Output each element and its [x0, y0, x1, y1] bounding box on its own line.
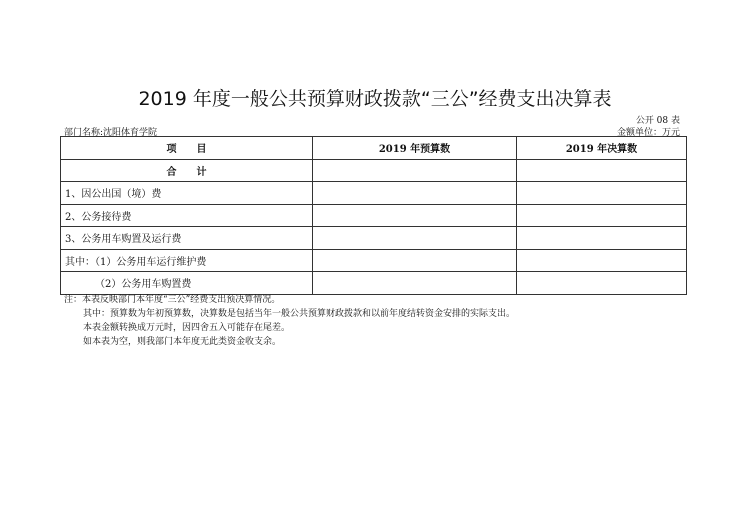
- table-row: [61, 249, 687, 272]
- final-cell: [517, 159, 687, 182]
- final-cell: [517, 182, 687, 205]
- note-line: 如本表为空，则我部门本年度无此类资金收支余。: [83, 337, 282, 347]
- row-label: 其中：（1）公务用车运行维护费: [61, 249, 313, 272]
- row-label: 2、公务接待费: [61, 204, 313, 227]
- row-label: 3、公务用车购置及运行费: [61, 227, 313, 250]
- department-name: 部门名称:沈阳体育学院: [64, 128, 158, 138]
- amount-unit: 金额单位：万元: [616, 128, 680, 138]
- row-label: 合 计: [61, 159, 313, 182]
- table-row: [61, 204, 687, 227]
- budget-cell: [313, 272, 517, 295]
- table-row: [61, 182, 687, 205]
- expense-table: [60, 136, 687, 295]
- row-label: 1、因公出国（境）费: [61, 182, 313, 205]
- column-header-final: 2019 年决算数: [517, 137, 687, 160]
- budget-cell: [313, 159, 517, 182]
- note-line: 本表金额转换成万元时，因四舍五入可能存在尾差。: [83, 323, 291, 333]
- budget-cell: [313, 249, 517, 272]
- note-line: 注：本表反映部门本年度“三公”经费支出预决算情况。: [64, 295, 281, 305]
- page-title: 2019 年度一般公共预算财政拨款“三公”经费支出决算表: [138, 88, 612, 110]
- column-header-budget: 2019 年预算数: [313, 137, 517, 160]
- table-notes: [64, 293, 515, 349]
- table-row: [61, 227, 687, 250]
- final-cell: [517, 249, 687, 272]
- budget-cell: [313, 204, 517, 227]
- table-header-row: [61, 137, 687, 160]
- final-cell: [517, 204, 687, 227]
- row-label: （2）公务用车购置费: [61, 272, 313, 295]
- column-header-item: 项 目: [61, 137, 313, 160]
- form-number: 公开 08 表: [635, 116, 680, 126]
- budget-cell: [313, 182, 517, 205]
- budget-cell: [313, 227, 517, 250]
- table-row: [61, 272, 687, 295]
- note-line: 其中：预算数为年初预算数，决算数是包括当年一般公共预算财政拨款和以前年度结转资金安排的实际支出。: [83, 309, 516, 319]
- final-cell: [517, 272, 687, 295]
- final-cell: [517, 227, 687, 250]
- table-row-total: [61, 159, 687, 182]
